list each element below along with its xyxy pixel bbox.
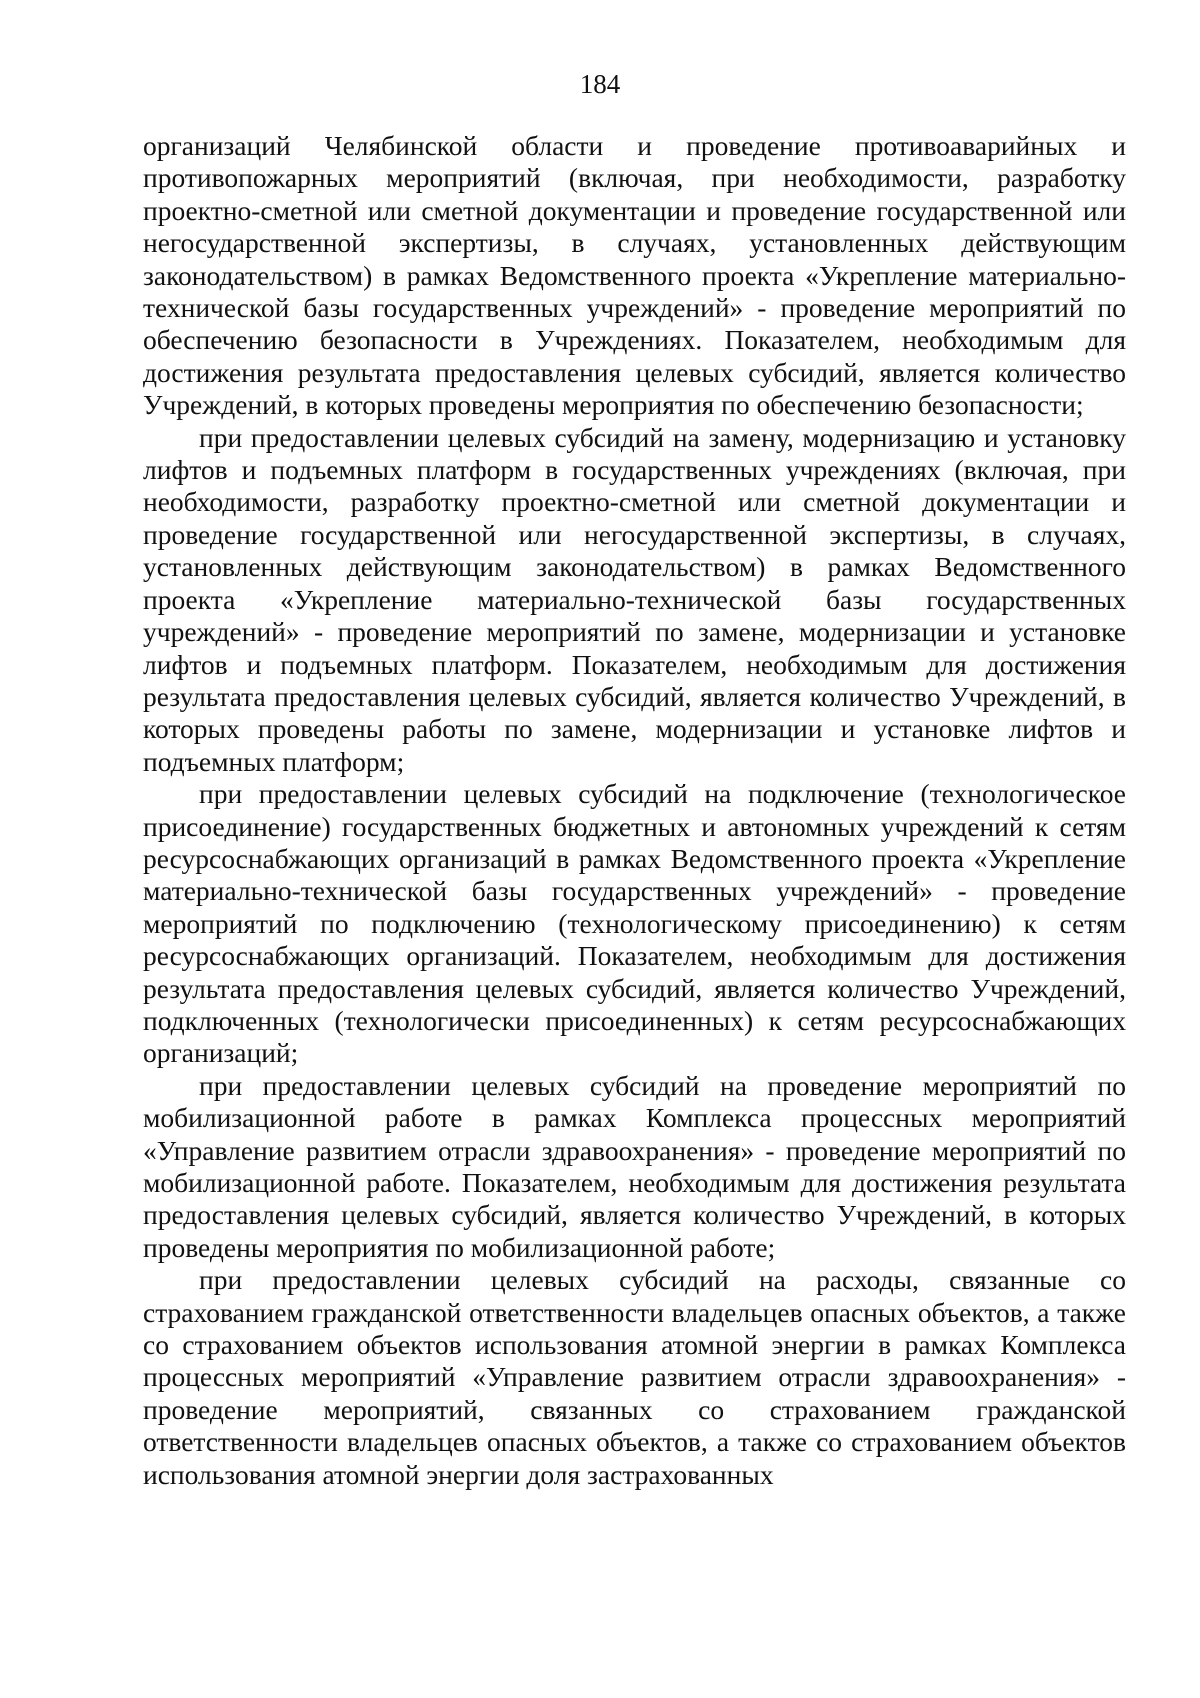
page-number: 184 bbox=[579, 69, 621, 99]
paragraph-lifts-subsidy: при предоставлении целевых субсидий на замену, модернизацию и установку лифтов и подъемных платформ в государственных учреждениях (включая, при необходимости, разработку проектно-сметной или сметной документации и проведение государственной или негосударственной экспертизы, в случаях, установленных действующим законодательством) в рамках Ведомственного проекта «Укрепление материально-технической базы государственных учреждений» - проведение мероприятий по замене, модернизации и установке лифтов и подъемных платформ. Показателем, необходимым для достижения результата предоставления целевых субсидий, является количество Учреждений, в которых проведены работы по замене, модернизации и установке лифтов и подъемных платформ; bbox=[143, 421, 1126, 777]
paragraph-mobilization-subsidy: при предоставлении целевых субсидий на проведение мероприятий по мобилизационной работе в рамках Комплекса процессных мероприятий «Управление развитием отрасли здравоохранения» - проведение мероприятий по мобилизационной работе. Показателем, необходимым для достижения результата предоставления целевых субсидий, является количество Учреждений, в которых проведены мероприятия по мобилизационной работе; bbox=[143, 1069, 1126, 1263]
body-text bbox=[143, 130, 1126, 1491]
paragraph-utility-connection-subsidy: при предоставлении целевых субсидий на подключение (технологическое присоединение) государственных бюджетных и автономных учреждений к сетям ресурсоснабжающих организаций в рамках Ведомственного проекта «Укрепление материально-технической базы государственных учреждений» - проведение мероприятий по подключению (технологическому присоединению) к сетям ресурсоснабжающих организаций. Показателем, необходимым для достижения результата предоставления целевых субсидий, является количество Учреждений, подключенных (технологически присоединенных) к сетям ресурсоснабжающих организаций; bbox=[143, 778, 1126, 1069]
paragraph-continuation: организаций Челябинской области и проведение противоаварийных и противопожарных мероприятий (включая, при необходимости, разработку проектно-сметной или сметной документации и проведение государственной или негосударственной экспертизы, в случаях, установленных действующим законодательством) в рамках Ведомственного проекта «Укрепление материально-технической базы государственных учреждений» - проведение мероприятий по обеспечению безопасности в Учреждениях. Показателем, необходимым для достижения результата предоставления целевых субсидий, является количество Учреждений, в которых проведены мероприятия по обеспечению безопасности; bbox=[143, 130, 1126, 421]
paragraph-insurance-subsidy: при предоставлении целевых субсидий на расходы, связанные со страхованием гражданской ответственности владельцев опасных объектов, а также со страхованием объектов использования атомной энергии в рамках Комплекса процессных мероприятий «Управление развитием отрасли здравоохранения» - проведение мероприятий, связанных со страхованием гражданской ответственности владельцев опасных объектов, а также со страхованием объектов использования атомной энергии доля застрахованных bbox=[143, 1264, 1126, 1490]
